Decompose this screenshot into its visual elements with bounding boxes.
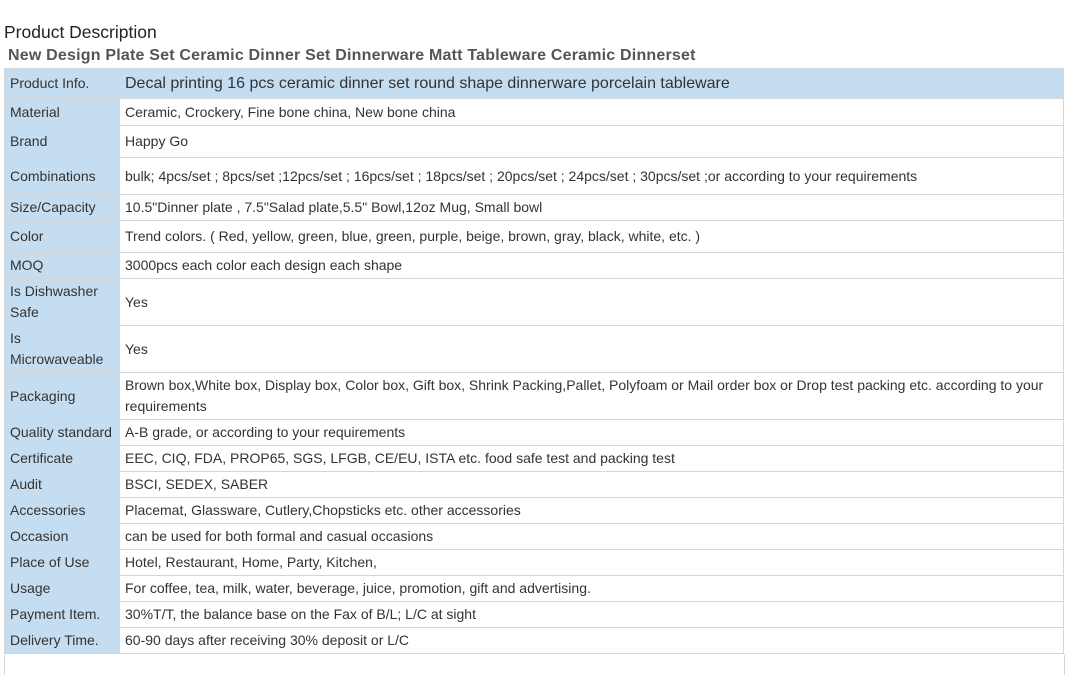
spec-label: Occasion xyxy=(5,524,120,550)
spec-label: Quality standard xyxy=(5,420,120,446)
spec-row-usage xyxy=(5,576,1064,602)
spec-label: Certificate xyxy=(5,446,120,472)
spec-value: BSCI, SEDEX, SABER xyxy=(120,472,1064,498)
spec-row-color xyxy=(5,221,1064,253)
spec-label: Product Info. xyxy=(5,69,120,99)
spec-row-payment xyxy=(5,602,1064,628)
spec-row-audit xyxy=(5,472,1064,498)
spec-value: Placemat, Glassware, Cutlery,Chopsticks etc. other accessories xyxy=(120,498,1064,524)
spec-label: Audit xyxy=(5,472,120,498)
spec-value: Yes xyxy=(120,279,1064,326)
spec-value: A-B grade, or according to your requirements xyxy=(120,420,1064,446)
spec-label: Combinations xyxy=(5,158,120,195)
spec-row-accessories xyxy=(5,498,1064,524)
spec-row-brand xyxy=(5,126,1064,158)
spec-value: For coffee, tea, milk, water, beverage, juice, promotion, gift and advertising. xyxy=(120,576,1064,602)
spec-row-combinations xyxy=(5,158,1064,195)
spec-label: Is Microwaveable xyxy=(5,326,120,373)
spec-label: Material xyxy=(5,99,120,126)
spec-value: Hotel, Restaurant, Home, Party, Kitchen, xyxy=(120,550,1064,576)
spec-value: Decal printing 16 pcs ceramic dinner set round shape dinnerware porcelain tableware xyxy=(120,69,1064,99)
spec-value: 10.5"Dinner plate , 7.5"Salad plate,5.5" Bowl,12oz Mug, Small bowl xyxy=(120,195,1064,221)
spec-value: 3000pcs each color each design each shape xyxy=(120,253,1064,279)
spec-value: 60-90 days after receiving 30% deposit or L/C xyxy=(120,628,1064,654)
spec-row-size-capacity xyxy=(5,195,1064,221)
spec-label: Accessories xyxy=(5,498,120,524)
spec-label: Packaging xyxy=(5,373,120,420)
table-continuation xyxy=(4,655,1065,675)
spec-value: bulk; 4pcs/set ; 8pcs/set ;12pcs/set ; 16pcs/set ; 18pcs/set ; 20pcs/set ; 24pcs/set ; 30pcs/set ;or according to your requirements xyxy=(120,158,1064,195)
product-title: New Design Plate Set Ceramic Dinner Set Dinnerware Matt Tableware Ceramic Dinnerset xyxy=(8,47,696,64)
spec-label: Size/Capacity xyxy=(5,195,120,221)
spec-value: Trend colors. ( Red, yellow, green, blue, green, purple, beige, brown, gray, black, white, etc. ) xyxy=(120,221,1064,253)
spec-row-packaging xyxy=(5,373,1064,420)
spec-row-quality-standard xyxy=(5,420,1064,446)
spec-row-delivery xyxy=(5,628,1064,654)
spec-label: Payment Item. xyxy=(5,602,120,628)
spec-value: Yes xyxy=(120,326,1064,373)
spec-value: EEC, CIQ, FDA, PROP65, SGS, LFGB, CE/EU, ISTA etc. food safe test and packing test xyxy=(120,446,1064,472)
spec-value: Ceramic, Crockery, Fine bone china, New bone china xyxy=(120,99,1064,126)
spec-label: Brand xyxy=(5,126,120,158)
spec-label: Is Dishwasher Safe xyxy=(5,279,120,326)
spec-label: MOQ xyxy=(5,253,120,279)
spec-row-material xyxy=(5,99,1064,126)
spec-row-dishwasher-safe xyxy=(5,279,1064,326)
spec-row-place-of-use xyxy=(5,550,1064,576)
spec-row-certificate xyxy=(5,446,1064,472)
spec-value: Happy Go xyxy=(120,126,1064,158)
spec-row-moq xyxy=(5,253,1064,279)
spec-value: Brown box,White box, Display box, Color box, Gift box, Shrink Packing,Pallet, Polyfoam or Mail order box or Drop test packing etc. according to your requirements xyxy=(120,373,1064,420)
spec-row-occasion xyxy=(5,524,1064,550)
spec-label: Usage xyxy=(5,576,120,602)
product-spec-table xyxy=(4,68,1064,654)
page-heading: Product Description xyxy=(4,22,157,42)
spec-label: Delivery Time. xyxy=(5,628,120,654)
spec-value: 30%T/T, the balance base on the Fax of B/L; L/C at sight xyxy=(120,602,1064,628)
spec-row-product-info xyxy=(5,69,1064,99)
spec-label: Color xyxy=(5,221,120,253)
spec-row-microwaveable xyxy=(5,326,1064,373)
spec-value: can be used for both formal and casual occasions xyxy=(120,524,1064,550)
spec-label: Place of Use xyxy=(5,550,120,576)
